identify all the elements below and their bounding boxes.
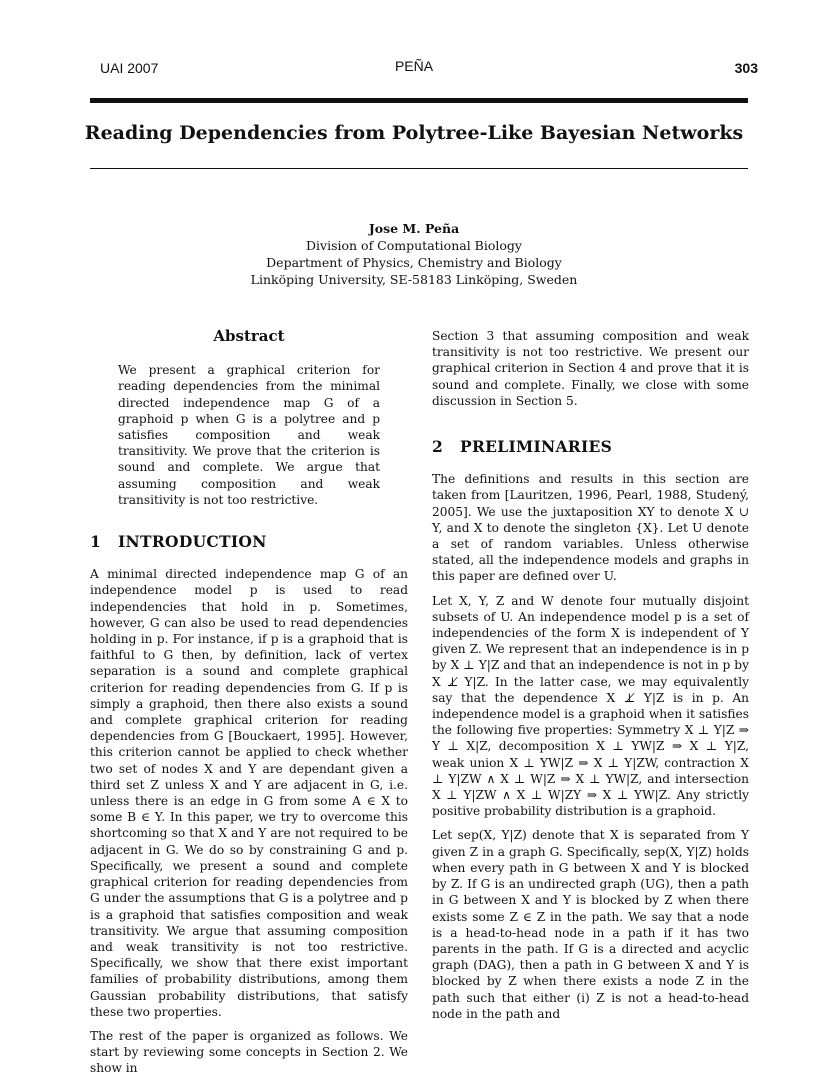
- prelim-paragraph-2: Let X, Y, Z and W denote four mutually disjoint subsets of U. An independence model p is a set of independencies of the form X is independent of Y given Z. We represent that an independence is in p by X ⊥ Y|Z and that an independence is not in p by X ⊥̸ Y|Z. In the latter case, we may equivalently say that the dependence X ⊥̸ Y|Z is in p. An independence model is a graphoid when it satisfies the following five properties: Symmetry X ⊥ Y|Z ⇒ Y ⊥ X|Z, decomposition X ⊥ YW|Z ⇒ X ⊥ Y|Z, weak union X ⊥ YW|Z ⇒ X ⊥ Y|ZW, contraction X ⊥ Y|ZW ∧ X ⊥ W|Z ⇒ X ⊥ YW|Z, and intersection X ⊥ Y|ZW ∧ X ⊥ W|ZY ⇒ X ⊥ YW|Z. Any strictly positive probability distribution is a graphoid.: [432, 593, 749, 819]
- intro-paragraph-2-continued: Section 3 that assuming composition and weak transitivity is not too restrictive. We present our graphical criterion in Section 4 and prove that it is sound and complete. Finally, we close with some discussion in Section 5.: [432, 329, 749, 408]
- abstract-body: We present a graphical criterion for reading dependencies from the minimal directed independence map G of a graphoid p when G is a polytree and p satisfies composition and weak transitivity. We prove that the criterion is sound and complete. We argue that assuming composition and weak transitivity is not too restrictive.: [118, 363, 380, 507]
- author-name: Jose M. Peña: [368, 221, 460, 236]
- page-number: 303: [734, 60, 758, 76]
- section-number: 1: [90, 532, 102, 552]
- running-head-author: PEÑA: [394, 58, 434, 74]
- prelim-paragraph-1: The definitions and results in this section are taken from [Lauritzen, 1996, Pearl, 1988, Studený, 2005]. We use the juxtaposition XY to denote X ∪ Y, and X to denote the singleton {X}. Let U denote a set of random variables. Unless otherwise stated, all the independence models and graphs in this paper are defined over U.: [432, 472, 749, 584]
- title-bottom-rule: [90, 168, 748, 169]
- intro-paragraph-2: The rest of the paper is organized as follows. We start by reviewing some concepts in Section 2. We show in: [90, 1028, 408, 1076]
- section-heading-introduction: [90, 534, 408, 550]
- left-column: [90, 328, 408, 1085]
- running-head-venue: UAI 2007: [100, 60, 159, 76]
- section-title: INTRODUCTION: [118, 532, 267, 552]
- author-block: [0, 220, 828, 288]
- prelim-paragraph-3: Let sep(X, Y|Z) denote that X is separated from Y given Z in a graph G. Specifically, sep(X, Y|Z) holds when every path in G between X and Y is blocked by Z. If G is an undirected graph (UG), then a path in G between X and Y is blocked by Z when there exists some Z ∈ Z in the path. We say that a node is a head-to-head node in a path if it has two parents in the path. If G is a directed and acyclic graph (DAG), then a path in G between X and Y is blocked by Z when there exists a node Z in the path such that either (i) Z is not a head-to-head node in the path and: [432, 828, 749, 1021]
- intro-paragraph-1: A minimal directed independence map G of an independence model p is used to read independencies that hold in p. Sometimes, however, G can also be used to read dependencies holding in p. For instance, if p is a graphoid that is faithful to G then, by definition, lack of vertex separation is a sound and complete graphical criterion for reading dependencies from G. If p is simply a graphoid, then there also exists a sound and complete graphical criterion for reading dependencies from G [Bouckaert, 1995]. However, this criterion cannot be applied to check whether two set of nodes X and Y are dependant given a third set Z unless X and Y are adjacent in G, i.e. unless there is an edge in G from some A ∈ X to some B ∈ Y. In this paper, we try to overcome this shortcoming so that X and Y are not required to be adjacent in G. We do so by constraining G and p. Specifically, we present a sound and complete graphical criterion for reading dependencies from G under the assumptions that G is a polytree and p is a graphoid that satisfies composition and weak transitivity. We argue that assuming composition and weak transitivity is not too restrictive. Specifically, we show that there exist important families of probability distributions, among them Gaussian probability distributions, that satisfy these two properties.: [90, 567, 408, 1019]
- author-affiliation-3: Linköping University, SE-58183 Linköping, Sweden: [250, 272, 578, 287]
- section-number: 2: [432, 437, 444, 457]
- section-title: PRELIMINARIES: [460, 437, 613, 457]
- title-top-rule: [90, 98, 748, 103]
- section-heading-preliminaries: [432, 439, 749, 455]
- author-affiliation-1: Division of Computational Biology: [306, 238, 522, 253]
- right-column: [432, 328, 749, 1030]
- abstract-heading: Abstract: [213, 327, 285, 345]
- author-affiliation-2: Department of Physics, Chemistry and Biology: [266, 255, 562, 270]
- paper-title: Reading Dependencies from Polytree-Like Bayesian Networks: [84, 122, 744, 144]
